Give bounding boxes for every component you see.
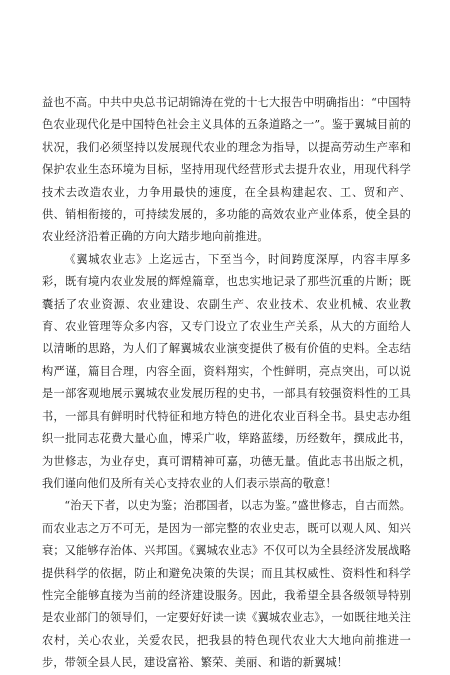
paragraph-continued: 益也不高。中共中央总书记胡锦涛在党的十七大报告中明确指出：“中国特色农业现代化是中国特色社会主义具体的五条道路之一”。鉴于翼城目前的状况，我们必须坚持以发展现代农业的理念为指导，以提高劳动生产率和保护农业生态环境为目标，坚持用现代经营形式去提升农业，用现代科学技术去改造农业，力争用最快的速度，在全县构建起农、工、贸和产、供、销相衔接的，可持续发展的，多功能的高效农业产业体系，使全县的农业经济沿着正确的方向大踏步地向前推进。 xyxy=(42,96,411,244)
paragraph-book-review: 《翼城农业志》上迄远古，下至当今，时间跨度深厚，内容丰厚多彩，既有境内农业发展的辉煌篇章，也忠实地记录了那些沉重的片断；既囊括了农业资源、农业建设、农副生产、农业技术、农业机械、农业教育、农业管理等众多内容，又专门设立了农业生产关系，从大的方面给人以清晰的思路，为人们了解翼城农业演变提供了极有价值的史料。全志结构严谨，篇目合理，内容全面，资料翔实，个性鲜明，亮点突出，可以说是一部客观地展示翼城农业发展历程的史书，一部具有较强资料性的工具书，一部具有鲜明时代特征和地方特色的进化农业百科全书。县史志办组织一批同志花费大量心血，博采广收，筚路蓝缕，历经数年，撰成此书，为世修志，为业存史，真可谓精神可嘉，功德无量。值此志书出版之机，我们谨向他们及所有关心支持农业的人们表示崇高的敬意！ xyxy=(42,252,411,490)
body-text xyxy=(42,92,411,675)
paragraph-closing: “治天下者，以史为鉴；治郡国者，以志为鉴。”盛世修志，自古而然。而农业志之万不可无，是因为一部完整的农业史志，既可以观人风、知兴衰；又能够存治体、兴邦国。《翼城农业志》不仅可以为全县经济发展战略提供科学的依据，防止和避免决策的失误；而且其权威性、资料性和科学性完全能够直接为当前的经济建设服务。因此，我希望全县各级领导特别是农业部门的领导们，一定要好好读一读《翼城农业志》，一如既往地关注农村，关心农业，关爱农民，把我县的特色现代农业大大地向前推进一步，带领全县人民，建设富裕、繁荣、美丽、和谐的新翼城！ xyxy=(42,499,411,670)
